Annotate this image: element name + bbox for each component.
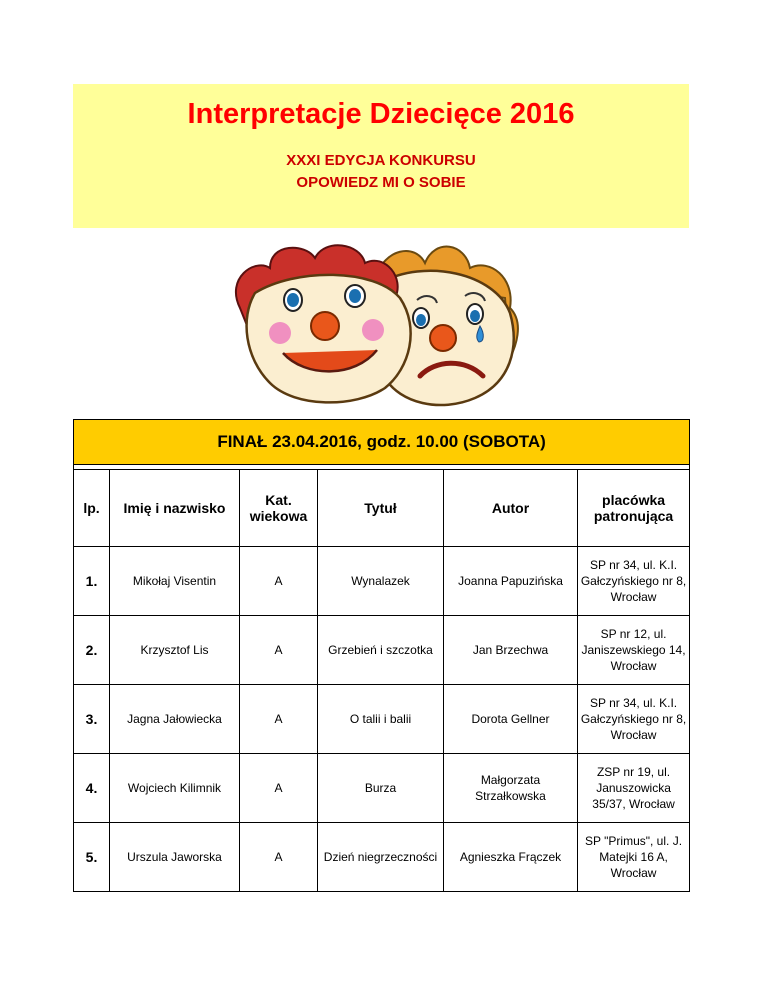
header-name: Imię i nazwisko	[110, 470, 240, 547]
row-author: Agnieszka Frączek	[444, 823, 578, 892]
row-name: Jagna Jałowiecka	[110, 685, 240, 754]
row-category: A	[240, 823, 318, 892]
row-category: A	[240, 685, 318, 754]
row-author: Małgorzata Strzałkowska	[444, 754, 578, 823]
header-author: Autor	[444, 470, 578, 547]
table-row	[74, 754, 690, 823]
row-institution: SP "Primus", ul. J. Matejki 16 A, Wrocław	[578, 823, 690, 892]
happy-mask	[236, 245, 411, 402]
row-institution: SP nr 34, ul. K.I. Gałczyńskiego nr 8, Wrocław	[578, 685, 690, 754]
row-lp: 5.	[74, 823, 110, 892]
finalists-table	[73, 419, 690, 892]
header-lp: lp.	[74, 470, 110, 547]
row-title: O talii i balii	[318, 685, 444, 754]
header-institution: placówka patronująca	[578, 470, 690, 547]
row-name: Wojciech Kilimnik	[110, 754, 240, 823]
row-institution: ZSP nr 19, ul. Januszowicka 35/37, Wrocław	[578, 754, 690, 823]
row-title: Dzień niegrzeczności	[318, 823, 444, 892]
row-author: Jan Brzechwa	[444, 616, 578, 685]
row-title: Grzebień i szczotka	[318, 616, 444, 685]
row-category: A	[240, 547, 318, 616]
contest-name: OPOWIEDZ MI O SOBIE	[296, 174, 466, 191]
row-lp: 4.	[74, 754, 110, 823]
row-category: A	[240, 754, 318, 823]
row-title: Wynalazek	[318, 547, 444, 616]
edition-line: XXXI EDYCJA KONKURSU	[286, 152, 476, 169]
row-lp: 2.	[74, 616, 110, 685]
table-row	[74, 685, 690, 754]
table-header-row	[74, 470, 690, 547]
row-name: Krzysztof Lis	[110, 616, 240, 685]
header-title: Tytuł	[318, 470, 444, 547]
row-author: Dorota Gellner	[444, 685, 578, 754]
page-title: Interpretacje Dziecięce 2016	[187, 98, 575, 130]
row-lp: 1.	[74, 547, 110, 616]
row-title: Burza	[318, 754, 444, 823]
row-name: Mikołaj Visentin	[110, 547, 240, 616]
table-row	[74, 823, 690, 892]
final-date-heading: FINAŁ 23.04.2016, godz. 10.00 (SOBOTA)	[74, 420, 690, 465]
row-name: Urszula Jaworska	[110, 823, 240, 892]
table-row	[74, 616, 690, 685]
header-category: Kat. wiekowa	[240, 470, 318, 547]
row-institution: SP nr 34, ul. K.I. Gałczyńskiego nr 8, Wrocław	[578, 547, 690, 616]
row-institution: SP nr 12, ul. Janiszewskiego 14, Wrocław	[578, 616, 690, 685]
row-author: Joanna Papuzińska	[444, 547, 578, 616]
row-lp: 3.	[74, 685, 110, 754]
row-category: A	[240, 616, 318, 685]
title-banner	[73, 84, 689, 228]
theatre-masks-illustration	[225, 238, 535, 408]
table-row	[74, 547, 690, 616]
